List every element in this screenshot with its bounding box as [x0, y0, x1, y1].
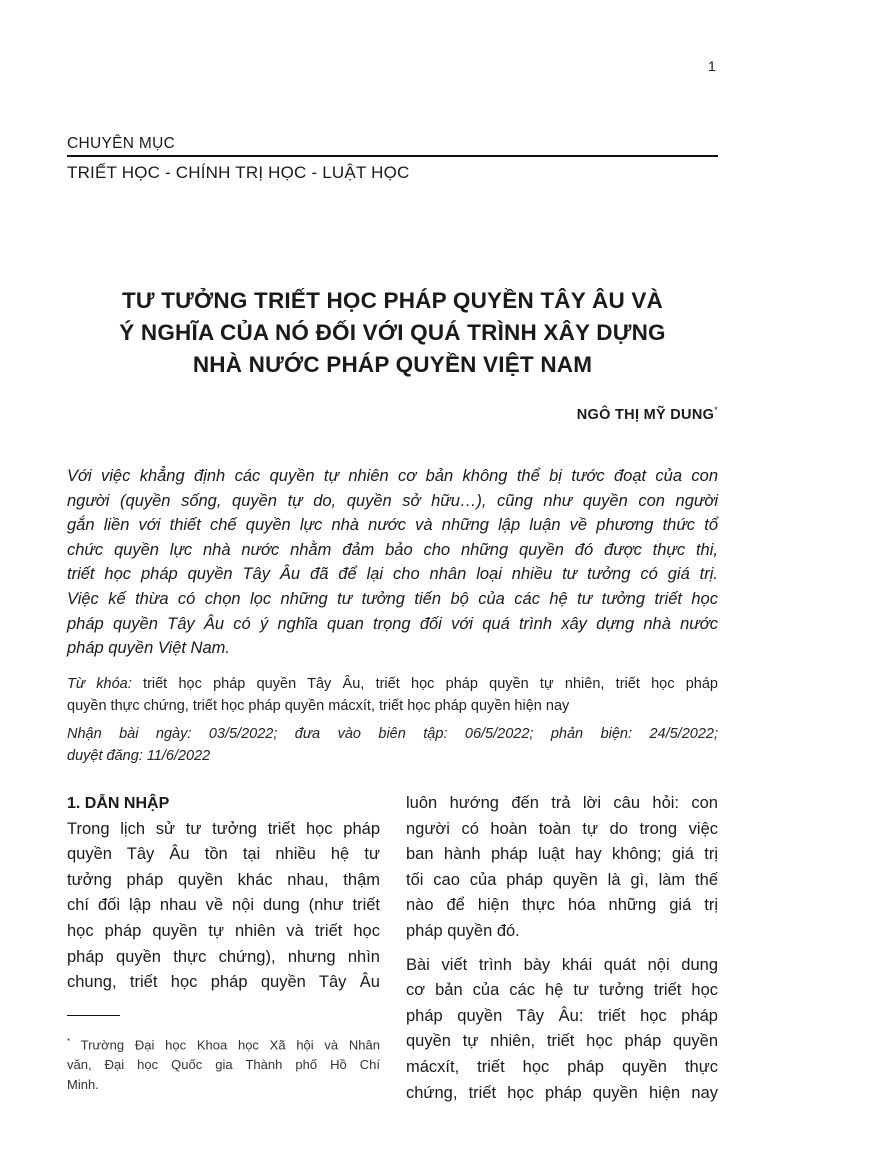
section-divider — [67, 155, 718, 157]
body-line: pháp quyền Tây Âu: triết học pháp — [406, 1006, 718, 1025]
body-column-left — [67, 791, 380, 996]
keywords — [67, 673, 718, 717]
footnote-divider — [67, 1015, 120, 1016]
author-footnote-mark: * — [714, 405, 718, 415]
body-line: chứng, triết học pháp quyền hiện nay — [406, 1083, 718, 1102]
dates-line: Nhận bài ngày: 03/5/2022; đưa vào biên tập: 06/5/2022; phản biện: 24/5/2022; — [67, 726, 718, 742]
footnote-mark: * — [67, 1037, 71, 1046]
keywords-label: Từ khóa: — [67, 676, 132, 692]
body-line: chí đối lập nhau về nội dung (như triết — [67, 896, 380, 915]
page-number: 1 — [708, 58, 716, 74]
author-text: NGÔ THỊ MỸ DUNG — [576, 406, 715, 423]
body-line: mácxít, triết học pháp quyền thực — [406, 1057, 718, 1076]
body-line: nào để hiện thực hóa những giá trị — [406, 896, 718, 915]
abstract — [67, 464, 718, 661]
body-line: tối cao của pháp quyền là gì, làm thế — [406, 870, 718, 889]
abstract-line: Việc kế thừa có chọn lọc những tư tưởng tiến bộ của các hệ tư tưởng triết học — [67, 589, 718, 608]
body-line: quyền tự nhiên, triết học pháp quyền — [406, 1032, 718, 1051]
body-line: cơ bản của các hệ tư tưởng triết học — [406, 981, 718, 1000]
abstract-line: người (quyền sống, quyền tự do, quyền sở hữu…), cũng như quyền con người — [67, 491, 718, 510]
body-line: tưởng pháp quyền khác nhau, thậm — [67, 870, 380, 889]
section-label: CHUYÊN MỤC — [67, 135, 176, 152]
paragraph-gap — [406, 945, 718, 953]
body-line: luôn hướng đến trả lời câu hỏi: con — [406, 794, 718, 812]
section-title: TRIẾT HỌC - CHÍNH TRỊ HỌC - LUẬT HỌC — [67, 163, 410, 182]
body-line: quyền Tây Âu tồn tại nhiều hệ tư — [67, 845, 380, 864]
article-title — [67, 285, 718, 381]
keywords-line-2: quyền thực chứng, triết học pháp quyền mácxít, triết học pháp quyền hiện nay — [67, 698, 570, 714]
footnote-line-1 — [67, 1032, 380, 1055]
footnote — [67, 1032, 380, 1095]
abstract-line: pháp quyền Việt Nam. — [67, 639, 230, 658]
keywords-line-1 — [67, 673, 718, 695]
abstract-line: gắn liền với thiết chế quyền lực nhà nước và những lập luận về phương thức tổ — [67, 516, 718, 535]
body-line: pháp quyền thực chứng), nhưng nhìn — [67, 947, 380, 966]
submission-dates — [67, 723, 718, 767]
article-title-line: TƯ TƯỞNG TRIẾT HỌC PHÁP QUYỀN TÂY ÂU VÀ — [121, 288, 664, 313]
dates-line: duyệt đăng: 11/6/2022 — [67, 748, 211, 764]
footnote-text: Trường Đại học Khoa học Xã hội và Nhân — [70, 1037, 380, 1053]
body-line: ban hành pháp luật hay không; giá trị — [406, 845, 718, 864]
body-line: pháp quyền đó. — [406, 921, 520, 940]
body-line: học pháp quyền tự nhiên và triết học — [67, 921, 380, 940]
body-line: Bài viết trình bày khái quát nội dung — [406, 955, 718, 974]
body-line: chung, triết học pháp quyền Tây Âu — [67, 973, 380, 992]
body-line: người có hoàn toàn tự do trong việc — [406, 819, 718, 838]
abstract-line: pháp quyền Tây Âu có ý nghĩa quan trọng đối với quá trình xây dựng nhà nước — [67, 614, 718, 633]
article-title-line: Ý NGHĨA CỦA NÓ ĐỐI VỚI QUÁ TRÌNH XÂY DỰNG — [119, 320, 666, 345]
section-heading: 1. DẪN NHẬP — [67, 795, 170, 812]
abstract-line: chức quyền lực nhà nước nhằm đảm bảo cho những quyền đó được thực thi, — [67, 540, 718, 559]
body-column-right — [406, 791, 718, 1106]
abstract-line: triết học pháp quyền Tây Âu đã để lại cho nhân loại nhiều tư tưởng có giá trị. — [67, 565, 718, 584]
author-name — [577, 405, 718, 423]
body-line: Trong lịch sử tư tưởng triết học pháp — [67, 819, 380, 838]
article-title-line: NHÀ NƯỚC PHÁP QUYỀN VIỆT NAM — [192, 352, 593, 377]
footnote-line: Minh. — [67, 1077, 99, 1093]
footnote-line: văn, Đại học Quốc gia Thành phố Hồ Chí — [67, 1057, 380, 1073]
abstract-line: Với việc khẳng định các quyền tự nhiên cơ bản không thể bị tước đoạt của con — [67, 467, 718, 485]
keywords-text: triết học pháp quyền Tây Âu, triết học pháp quyền tự nhiên, triết học pháp — [131, 676, 719, 692]
